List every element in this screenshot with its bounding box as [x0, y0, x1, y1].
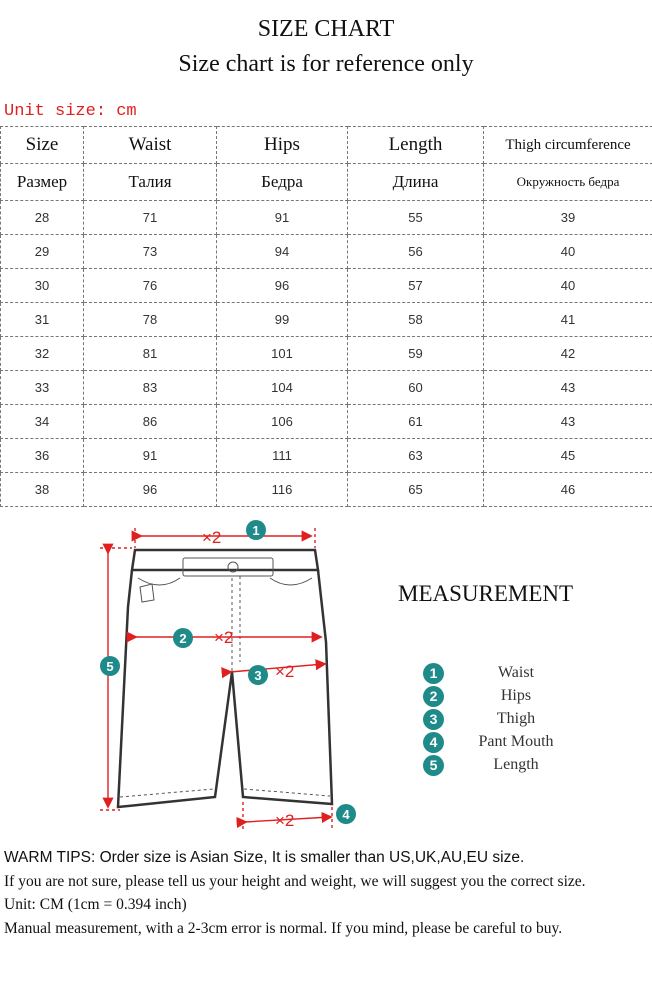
table-row — [1, 303, 652, 337]
marker-5: 5 — [106, 659, 114, 674]
table-cell: 43 — [484, 405, 652, 439]
table-cell: 33 — [1, 371, 84, 405]
warm-tips — [4, 846, 650, 940]
legend-label: Waist — [497, 664, 535, 681]
table-cell: 116 — [217, 473, 348, 507]
unit-label: Unit size: cm — [4, 102, 137, 121]
table-cell: 101 — [217, 337, 348, 371]
table-cell: 73 — [84, 235, 217, 269]
header-cell: Окружность бедра — [484, 164, 652, 201]
table-cell: 32 — [1, 337, 84, 371]
pants-outline — [118, 550, 332, 807]
marker-4: 4 — [342, 807, 350, 822]
table-row — [1, 439, 652, 473]
table-cell: 78 — [84, 303, 217, 337]
legend-label: Thigh — [496, 710, 536, 727]
table-cell: 99 — [217, 303, 348, 337]
table-cell: 36 — [1, 439, 84, 473]
table-cell: 76 — [84, 269, 217, 303]
header-cell: Waist — [84, 127, 217, 164]
table-cell: 81 — [84, 337, 217, 371]
legend-label: Hips — [500, 687, 532, 704]
tip-line: Unit: CM (1cm = 0.394 inch) — [4, 896, 187, 913]
table-header-row-en — [1, 127, 652, 164]
table-cell: 42 — [484, 337, 652, 371]
table-cell: 39 — [484, 201, 652, 235]
table-cell: 56 — [348, 235, 484, 269]
table-cell: 91 — [84, 439, 217, 473]
table-cell: 60 — [348, 371, 484, 405]
table-cell: 96 — [84, 473, 217, 507]
table-cell: 28 — [1, 201, 84, 235]
measurement-title: MEASUREMENT — [398, 581, 574, 606]
table-cell: 61 — [348, 405, 484, 439]
header-cell: Размер — [1, 164, 84, 201]
table-cell: 71 — [84, 201, 217, 235]
table-cell: 46 — [484, 473, 652, 507]
table-cell: 34 — [1, 405, 84, 439]
legend-number: 3 — [423, 709, 444, 730]
table-cell: 45 — [484, 439, 652, 473]
times-two-label: ×2 — [214, 628, 234, 647]
table-cell: 58 — [348, 303, 484, 337]
header-cell: Бедра — [217, 164, 348, 201]
table-row — [1, 371, 652, 405]
legend-item — [421, 732, 621, 754]
pants-diagram — [80, 512, 370, 842]
legend-item — [421, 755, 621, 777]
table-cell: 38 — [1, 473, 84, 507]
times-two-label: ×2 — [275, 811, 295, 830]
table-cell: 40 — [484, 269, 652, 303]
table-cell: 86 — [84, 405, 217, 439]
table-cell: 83 — [84, 371, 217, 405]
table-cell: 31 — [1, 303, 84, 337]
tip-line: Manual measurement, with a 2-3cm error is normal. If you mind, please be careful to buy. — [4, 919, 563, 937]
legend-number: 5 — [423, 755, 444, 776]
table-cell: 29 — [1, 235, 84, 269]
header-cell: Size — [1, 127, 84, 164]
table-cell: 30 — [1, 269, 84, 303]
header-cell: Thigh circumference — [484, 127, 652, 164]
legend-label: Length — [493, 756, 539, 773]
legend-item — [421, 709, 621, 731]
times-two-label: ×2 — [275, 662, 295, 681]
table-cell: 106 — [217, 405, 348, 439]
table-cell: 96 — [217, 269, 348, 303]
table-cell: 65 — [348, 473, 484, 507]
marker-2: 2 — [179, 631, 187, 646]
table-cell: 111 — [217, 439, 348, 473]
table-cell: 59 — [348, 337, 484, 371]
marker-3: 3 — [254, 668, 262, 683]
table-cell: 43 — [484, 371, 652, 405]
table-header-row-ru — [1, 164, 652, 201]
table-cell: 104 — [217, 371, 348, 405]
table-row — [1, 405, 652, 439]
table-row — [1, 235, 652, 269]
page-subtitle: Size chart is for reference only — [178, 51, 474, 77]
legend-label: Pant Mouth — [478, 733, 554, 750]
marker-1: 1 — [252, 523, 260, 538]
legend-number: 1 — [423, 663, 444, 684]
tip-line: If you are not sure, please tell us your height and weight, we will suggest you the correct size. — [4, 872, 586, 890]
header-cell: Hips — [217, 127, 348, 164]
header-cell: Талия — [84, 164, 217, 201]
table-cell: 63 — [348, 439, 484, 473]
table-row — [1, 473, 652, 507]
table-cell: 91 — [217, 201, 348, 235]
table-row — [1, 269, 652, 303]
legend-number: 4 — [423, 732, 444, 753]
legend-number: 2 — [423, 686, 444, 707]
legend-item — [421, 686, 621, 708]
times-two-label: ×2 — [202, 528, 222, 547]
legend-item — [421, 663, 621, 685]
table-cell: 57 — [348, 269, 484, 303]
table-cell: 55 — [348, 201, 484, 235]
tip-line: WARM TIPS: Order size is Asian Size, It is smaller than US,UK,AU,EU size. — [4, 849, 525, 866]
table-cell: 94 — [217, 235, 348, 269]
size-table — [0, 126, 652, 507]
table-cell: 40 — [484, 235, 652, 269]
table-row — [1, 201, 652, 235]
table-cell: 41 — [484, 303, 652, 337]
page-title: SIZE CHART — [257, 16, 395, 42]
table-row — [1, 337, 652, 371]
header-cell: Length — [348, 127, 484, 164]
header-cell: Длина — [348, 164, 484, 201]
